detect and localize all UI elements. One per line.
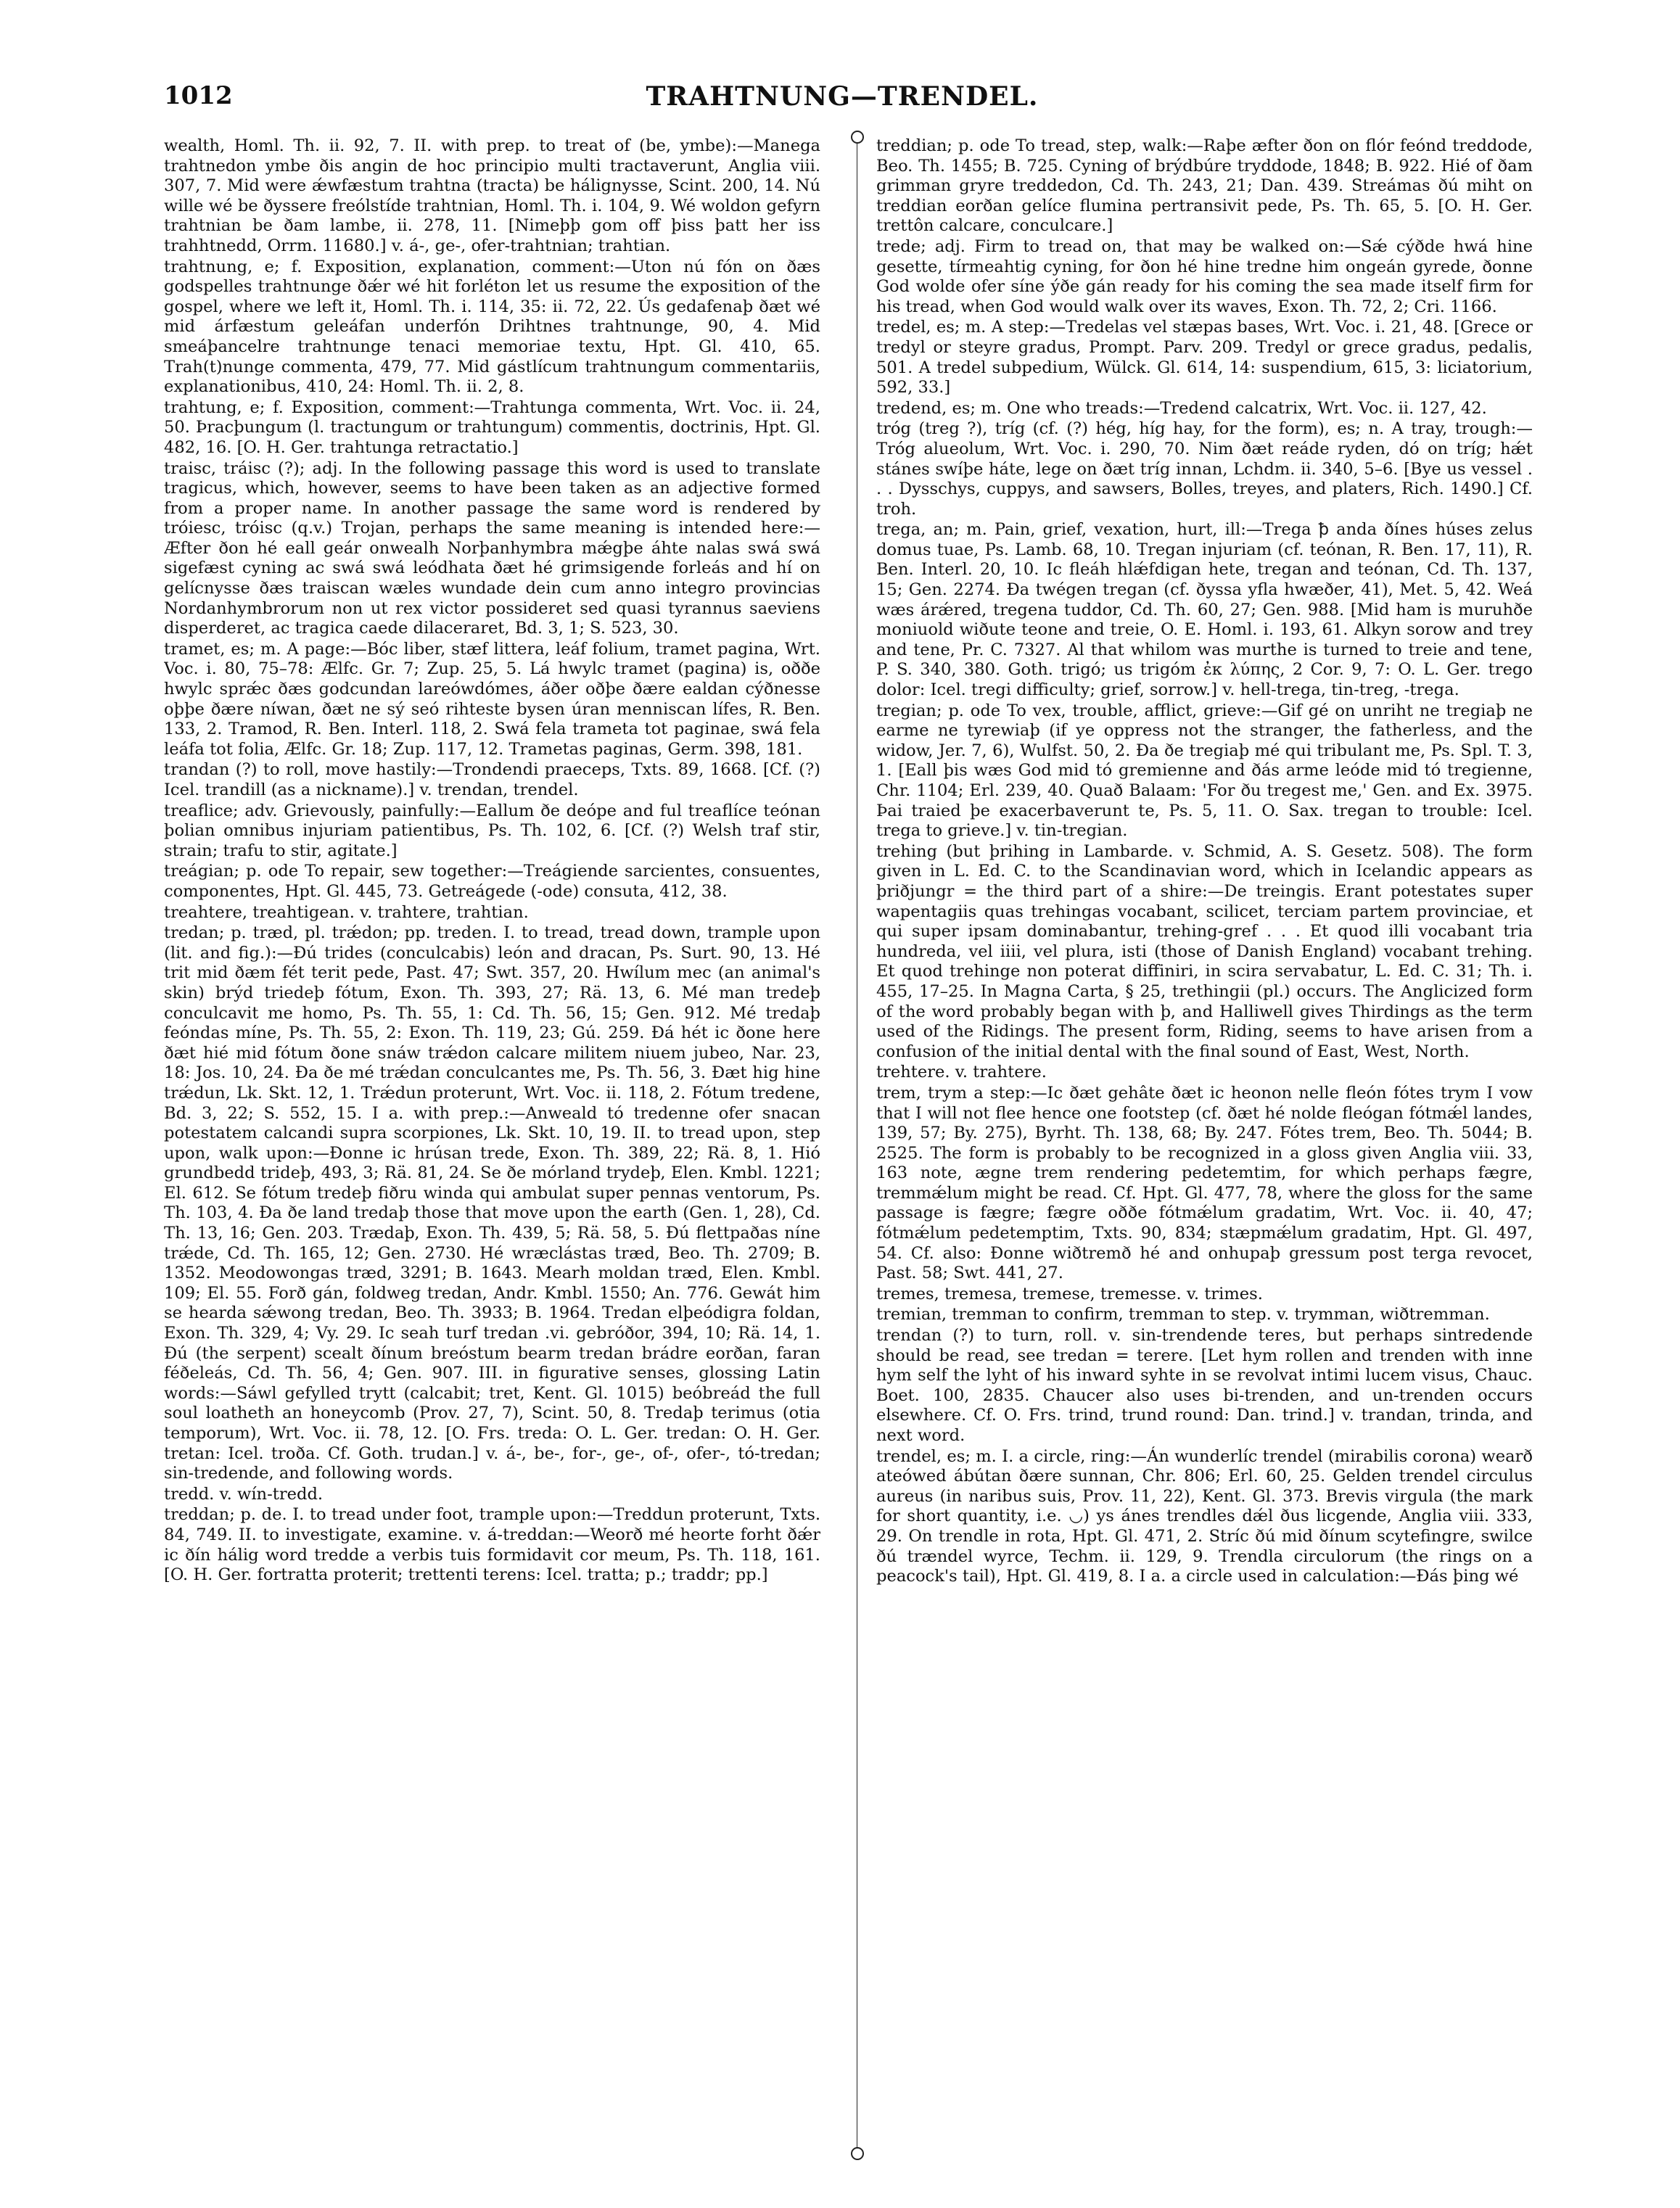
- entry-trehing: trehing (but þrihing in Lambarde. v. Schmid, A. S. Gesetz. 508). The form given in L. Ed. C. to the Scandinavian word, which in Icelandic appears as þriðjungr = the third part of a shire:—De treingis. Erant potestates super wapentagiis quas trehingas vocabant, scilicet, terciam partem provinciae, et qui super ipsam dominabantur, trehing-gref . . . Et quod illi vocabant tria hundreda, vel iiii, vel plura, isti (those of Danish England) vocabant trehing. Et quod trehinge non poterat diffiniri, in scira servabatur, L. Ed. C. 31; Th. i. 455, 17–25. In Magna Carta, § 25, trethingii (pl.) occurs. The Anglicized form of the word probably began with þ, and Halliwell gives Thirdings as the term used of the Ridings. The present form, Riding, seems to have arisen from a confusion of the initial dental with the final sound of East, West, North.: [876, 841, 1533, 1061]
- entry-treddan: treddan; p. de. I. to tread under foot, trample upon:—Treddun proterunt, Txts. 84, 749. II. to investigate, examine. v. á-treddan:—Weorð mé heorte forht ðǽr ic ðín hálig word tredde a verbis tuis formidavit cor meum, Ps. Th. 118, 161. [O. H. Ger. fortratta proterit; trettenti terens: Icel. tratta; p.; traddr; pp.]: [164, 1505, 820, 1585]
- entry-tredel: tredel, es; m. A step:—Tredelas vel stæpas bases, Wrt. Voc. i. 21, 48. [Grece or tredyl or steyre gradus, Prompt. Parv. 209. Tredyl or grece gradus, pedalis, 501. A tredel subpedium, Wülck. Gl. 614, 14: suspendium, 615, 3: liciatorium, 592, 33.]: [876, 318, 1533, 397]
- entry-tredd: tredd. v. wín-tredd.: [164, 1484, 324, 1504]
- entry-trehtere: trehtere. v. trahtere.: [876, 1063, 1047, 1082]
- entry-wealth-continued: wealth, Homl. Th. ii. 92, 7. II. with prep. to treat of (be, ymbe):—Manega trahtnedon ymbe ðis angin de hoc principio multi tractaverunt, Anglia viii. 307, 7. Mid were ǽwfæstum trahtna (tracta) be hálignysse, Scint. 200, 14. Nú wille wé be ðyssere freólstíde trahtnian, Homl. Th. i. 104, 9. Wé woldon gefyrn trahtnian be ðam lambe, ii. 278, 11. [Nimeþþ gom off þiss þatt her iss trahhtnedd, Orrm. 11680.] v. á-, ge-, ofer-trahtnian; trahtian.: [164, 136, 820, 255]
- right-column: [876, 136, 1533, 2138]
- entry-trahtnung: trahtnung, e; f. Exposition, explanation, comment:—Uton nú fón on ðæs godspelles trahtnunge ðǽr wé hit forléton let us resume the exposition of the gospel, where we left it, Homl. Th. i. 114, 35: ii. 72, 22. Ús gedafenaþ ðæt wé mid árfæstum geleáfan underfón Drihtnes trahtnunge, 90, 4. Mid smeáþancelre trahtnunge tenaci memoriae textu, Hpt. Gl. 410, 65. Trah(t)nunge commenta, 479, 77. Mid gástlícum trahtnungum commentariis, explanationibus, 410, 24: Homl. Th. ii. 2, 8.: [164, 257, 820, 397]
- entry-tremian: tremian, tremman to confirm, tremman to step. v. trymman, wiðtremman.: [876, 1305, 1490, 1325]
- page-number: 1012: [164, 81, 233, 110]
- entry-trega: trega, an; m. Pain, grief, vexation, hurt, ill:—Trega ꝥ anda ðínes húses zelus domus tuae, Ps. Lamb. 68, 10. Tregan injuriam (cf. teónan, R. Ben. 17, 11), R. Ben. Interl. 20, 10. Ic fleáh hlǽfdigan hete, tregan and teónan, Cd. Th. 137, 15; Gen. 2274. Ða twégen tregan (cf. ðyssa yfla hwæðer, 41), Met. 5, 42. Weá wæs árǽred, tregena tuddor, Cd. Th. 60, 27; Gen. 988. [Mid ham is muruhðe moniuold wiðute teone and treie, O. E. Homl. i. 193, 61. Alkyn sorow and trey and tene, Pr. C. 7327. Al that whilom was murthe is turned to treie and tene, P. S. 340, 380. Goth. trigó; us trigóm ἐκ λύπης, 2 Cor. 9, 7: O. L. Ger. trego dolor: Icel. tregi difficulty; grief, sorrow.] v. hell-trega, tin-treg, -trega.: [876, 520, 1533, 700]
- entry-tredend: tredend, es; m. One who treads:—Tredend calcatrix, Wrt. Voc. ii. 127, 42.: [876, 398, 1487, 418]
- entry-treagian: treágian; p. ode To repair, sew together:—Treágiende sarcientes, consuentes, componentes, Hpt. Gl. 445, 73. Getreágede (-ode) consuta, 412, 38.: [164, 862, 820, 901]
- divider-ornament-bottom: [851, 2147, 864, 2160]
- entry-trandan: trandan (?) to roll, move hastily:—Trondendi praeceps, Txts. 89, 1668. [Cf. (?) Icel. trandill (as a nickname).] v. trendan, trendel.: [164, 760, 820, 799]
- entry-tregian: tregian; p. ode To vex, trouble, afflict, grieve:—Gif gé on unriht ne tregiaþ ne earme ne tyrewiaþ (if ye oppress not the stranger, the fatherless, and the widow, Jer. 7, 6), Wulfst. 50, 2. Ða ðe tregiaþ mé qui tribulant me, Ps. Spl. T. 3, 1. [Eall þis wæs God mid tó gremienne and ðás arme leóde mid tó tregienne, Chr. 1104; Erl. 239, 40. Quað Balaam: 'For ðu tregest me,' Gen. and Ex. 3975. Þai traied þe exacerbaverunt te, Ps. 5, 11. O. Sax. tregan to trouble: Icel. trega to grieve.] v. tin-tregian.: [876, 701, 1533, 841]
- entry-trahtung: trahtung, e; f. Exposition, comment:—Trahtunga commenta, Wrt. Voc. ii. 24, 50. Þracþungum (l. tractungum or trahtungum) commentis, doctrinis, Hpt. Gl. 482, 16. [O. H. Ger. trahtunga retractatio.]: [164, 397, 820, 457]
- entry-trog: tróg (treg ?), tríg (cf. (?) hég, híg hay, for the form), es; n. A tray, trough:—Tróg alueolum, Wrt. Voc. i. 290, 70. Nim ðæt reáde ryden, dó on tríg; hǽt stánes swíþe háte, lege on ðæt tríg innan, Lchdm. ii. 340, 5–6. [Bye us vessel . . . Dysschys, cuppys, and sawsers, Bolles, treyes, and platers, Rich. 1490.] Cf. troh.: [876, 419, 1533, 519]
- entry-tremes: tremes, tremesa, tremese, tremesse. v. trimes.: [876, 1284, 1263, 1303]
- divider-ornament-top: [851, 131, 864, 144]
- entry-traisc: traisc, tráisc (?); adj. In the following passage this word is used to translate tragicus, which, however, seems to have been taken as an adjective formed from a proper name. In another passage the same word is rendered by tróiesc, tróisc (q.v.) Trojan, perhaps the same meaning is intended here:—Æfter ðon hé eall geár onwealh Norþanhymbra mǽgþe áhte nalas swá swá sigefæst cyning ac swá swá leódhata ðæt hé grimsigende forleás and hí on gelícnysse ðæs traiscan wæles wundade dein cum anno integro provincias Nordanhymbrorum non ut rex victor possideret sed quasi tyrannus saeviens disperderet, ac tragica caede dilaceraret, Bd. 3, 1; S. 523, 30.: [164, 458, 820, 638]
- entry-trede: trede; adj. Firm to tread on, that may be walked on:—Sǽ cýðde hwá hine gesette, tírmeahtig cyning, for ðon hé hine tredne him ongeán gyrede, ðonne God wolde ofer síne ýðe gán ready for his coming the sea made itself firm for his tread, when God would walk over its waves, Exon. Th. 72, 2; Cri. 1166.: [876, 236, 1533, 316]
- entry-trendel: trendel, es; m. I. a circle, ring:—Án wunderlíc trendel (mirabilis corona) wearð ateówed ábútan ðære sunnan, Chr. 806; Erl. 60, 25. Gelden trendel circulus aureus (in naribus suis, Prov. 11, 22), Kent. Gl. 373. Brevis virgula (the mark for short quantity, i.e. ◡) ys ánes trendles dǽl ðus licgende, Anglia viii. 333, 29. On trendle in rota, Hpt. Gl. 471, 2. Stríc ðú mid ðínum scytefingre, swilce ðú trændel wyrce, Techm. ii. 129, 9. Trendla circulorum (the rings on a peacock's tail), Hpt. Gl. 419, 8. I a. a circle used in calculation:—Ðás þing wé: [876, 1446, 1533, 1586]
- entry-trem: trem, trym a step:—Ic ðæt gehâte ðæt ic heonon nelle fleón fótes trym I vow that I will not flee hence one footstep (cf. ðæt hé nolde fleógan fótmǽl landes, 139, 57; By. 275), Byrht. Th. 138, 68; By. 247. Fótes trem, Beo. Th. 5044; B. 2525. The form is probably to be recognized in a gloss given Anglia viii. 33, 163 note, ægne trem rendering pedetemtim, for which perhaps fægre, tremmǽlum might be read. Cf. Hpt. Gl. 477, 78, where the gloss for the same passage is fægre; fægre oððe fótmǽlum gradatim, Wrt. Voc. ii. 40, 47; fótmǽlum pedetemptim, Txts. 90, 834; stæpmǽlum gradatim, Hpt. Gl. 497, 54. Cf. also: Ðonne wiðtremð hé and onhupaþ gressum post terga revocet, Past. 58; Swt. 441, 27.: [876, 1083, 1533, 1283]
- page-header: [164, 81, 1520, 125]
- running-head: TRAHTNUNG—TRENDEL.: [646, 81, 1039, 112]
- left-column: [164, 136, 820, 2138]
- entry-treddian: treddian; p. ode To tread, step, walk:—Raþe æfter ðon on flór feónd treddode, Beo. Th. 1455; B. 725. Cyning of brýdbúre tryddode, 1848; B. 922. Hié of ðam grimman gryre treddedon, Cd. Th. 243, 21; Dan. 439. Streámas ðú miht on treddian eorðan gelíce flumina pertransivit pede, Ps. Th. 65, 5. [O. H. Ger. trettôn calcare, conculcare.]: [876, 136, 1533, 236]
- entry-tramet: tramet, es; m. A page:—Bóc liber, stæf littera, leáf folium, tramet pagina, Wrt. Voc. i. 80, 75–78: Ælfc. Gr. 7; Zup. 25, 5. Lá hwylc tramet (pagina) is, oððe hwylc sprǽc ðæs godcundan lareówdómes, áðer oðþe ðære ealdan cýðnesse oþþe ðære níwan, ðæt ne sý seó rihteste bysen úran menniscan lífes, R. Ben. 133, 2. Tramod, R. Ben. Interl. 118, 2. Swá fela trameta tot paginae, swá fela leáfa tot folia, Ælfc. Gr. 18; Zup. 117, 12. Trametas paginas, Germ. 398, 181.: [164, 639, 820, 759]
- entry-treahtere: treahtere, treahtigean. v. trahtere, trahtian.: [164, 902, 529, 922]
- entry-trendan: trendan (?) to turn, roll. v. sin-trendende teres, but perhaps sintredende should be read, see tredan = terere. [Let hym rollen and trenden with inne hym self the lyht of his inward syhte in se revolvat intimi lucem visus, Chauc. Boet. 100, 2835. Chaucer also uses bi-trenden, and un-trenden occurs elsewhere. Cf. O. Frs. trind, trund round: Dan. trind.] v. trandan, trinda, and next word.: [876, 1326, 1533, 1445]
- entry-tredan: tredan; p. træd, pl. trǽdon; pp. treden. I. to tread, tread down, trample upon (lit. and fig.):—Ðú trides (conculcabis) león and dracan, Ps. Surt. 90, 13. Hé trit mid ðæm fét terit pede, Past. 47; Swt. 357, 20. Hwílum mec (an animal's skin) brýd triedeþ fótum, Exon. Th. 393, 27; Rä. 13, 6. Mé man tredeþ conculcavit me homo, Ps. Th. 55, 1: Cd. Th. 56, 15; Gen. 912. Mé tredaþ feóndas míne, Ps. Th. 55, 2: Exon. Th. 119, 23; Gú. 259. Ðá hét ic ðone here ðæt hié mid fótum ðone snáw trǽdon calcare militem niuem jubeo, Nar. 23, 18: Jos. 10, 24. Ða ðe mé trǽdan conculcantes me, Ps. Th. 56, 3. Ðæt hig hine trǽdun, Lk. Skt. 12, 1. Trǽdun proterunt, Wrt. Voc. ii. 118, 2. Fótum tredene, Bd. 3, 22; S. 552, 15. I a. with prep.:—Anweald tó tredenne ofer snacan potestatem calcandi supra scorpiones, Lk. Skt. 10, 19. II. to tread upon, step upon, walk upon:—Ðonne ic hrúsan trede, Exon. Th. 389, 22; Rä. 8, 1. Hió grundbedd trideþ, 493, 3; Rä. 81, 24. Se ðe mórland trydeþ, Elen. Kmbl. 1221; El. 612. Se fótum tredeþ fiðru winda qui ambulat super pennas ventorum, Ps. Th. 103, 4. Ða ðe land tredaþ those that move upon the earth (Gen. 1, 28), Cd. Th. 13, 16; Gen. 203. Trædaþ, Exon. Th. 439, 5; Rä. 58, 5. Ðú flettpaðas níne trǽde, Cd. Th. 165, 12; Gen. 2730. Hé wræclástas træd, Beo. Th. 2709; B. 1352. Meodowongas træd, 3291; B. 1643. Mearh moldan træd, Elen. Kmbl. 109; El. 55. Forð gán, foldweg tredan, Andr. Kmbl. 1550; An. 776. Gewát him se hearda sǽwong tredan, Beo. Th. 3933; B. 1964. Tredan elþeódigra foldan, Exon. Th. 329, 4; Vy. 29. Ic seah turf tredan .vi. gebróðor, 394, 10; Rä. 14, 1. Ðú (the serpent) scealt ðínum breóstum bearm tredan brádre eorðan, faran féðeleás, Cd. Th. 56, 4; Gen. 907. III. in figurative senses, glossing Latin words:—Sáwl gefylled trytt (calcabit; tret, Kent. Gl. 1015) beóbreád the full soul loatheth an honeycomb (Prov. 27, 7), Scint. 50, 8. Tredaþ terimus (otia temporum), Wrt. Voc. ii. 78, 12. [O. Frs. treda: O. L. Ger. tredan: O. H. Ger. tretan: Icel. troða. Cf. Goth. trudan.] v. á-, be-, for-, ge-, of-, ofer-, tó-tredan; sin-tredende, and following words.: [164, 923, 820, 1483]
- entry-treaflice: treaflice; adv. Grievously, painfully:—Eallum ðe deópe and ful treaflíce teónan þolian omnibus injuriam patientibus, Ps. Th. 102, 6. [Cf. (?) Welsh traf stir, strain; trafu to stir, agitate.]: [164, 801, 820, 860]
